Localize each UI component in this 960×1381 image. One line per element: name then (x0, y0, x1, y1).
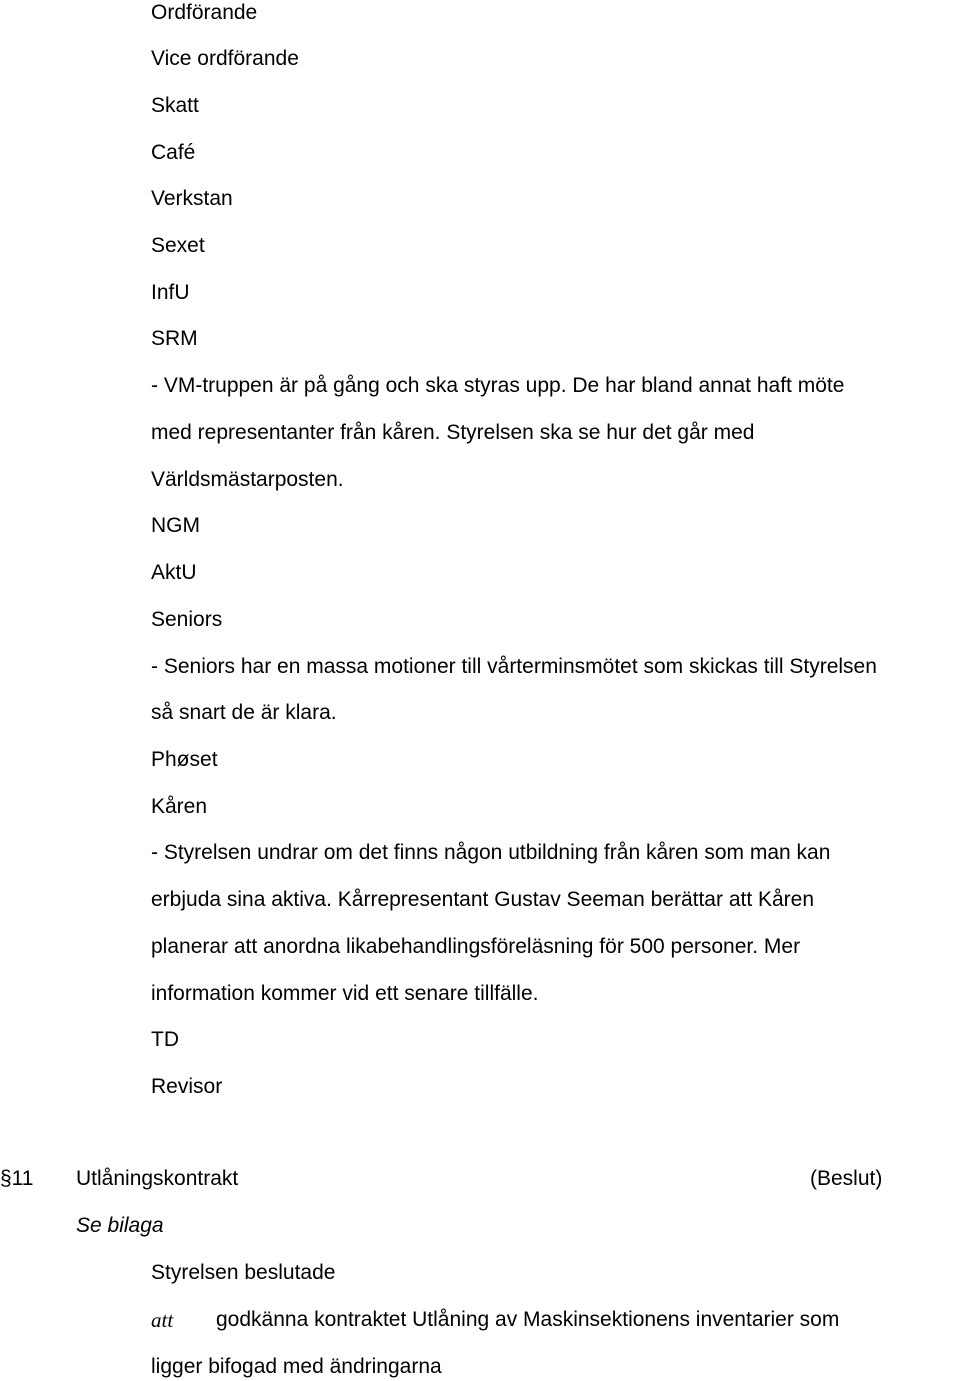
karen-note-line: information kommer vid ett senare tillfälle. (151, 982, 539, 1005)
agenda-item-phoset: Phøset (151, 748, 218, 771)
agenda-item-aktu: AktU (151, 561, 197, 584)
attachment-reference: Se bilaga (76, 1214, 164, 1237)
agenda-item-karen: Kåren (151, 795, 208, 818)
agenda-item-vice-ordforande: Vice ordförande (151, 47, 299, 70)
agenda-item-skatt: Skatt (151, 94, 199, 117)
seniors-note-line: - Seniors har en massa motioner till vårterminsmötet som skickas till Styrelsen (151, 655, 877, 678)
agenda-item-infu: InfU (151, 281, 190, 304)
agenda-item-sexet: Sexet (151, 234, 205, 257)
decision-text-continued: ligger bifogad med ändringarna (151, 1355, 442, 1378)
agenda-item-srm: SRM (151, 327, 198, 350)
agenda-item-td: TD (151, 1028, 179, 1051)
agenda-item-verkstan: Verkstan (151, 187, 233, 210)
decision-intro: Styrelsen beslutade (151, 1261, 336, 1284)
seniors-note-line: så snart de är klara. (151, 701, 337, 724)
section-number: §11 (0, 1167, 34, 1190)
section-title: Utlåningskontrakt (76, 1167, 239, 1190)
section-type: (Beslut) (810, 1167, 883, 1190)
srm-note-line: - VM-truppen är på gång och ska styras upp. De har bland annat haft möte (151, 374, 845, 397)
agenda-item-ordforande: Ordförande (151, 1, 258, 24)
agenda-item-revisor: Revisor (151, 1075, 223, 1098)
agenda-item-ngm: NGM (151, 514, 200, 537)
karen-note-line: planerar att anordna likabehandlingsföreläsning för 500 personer. Mer (151, 935, 801, 958)
decision-text: godkänna kontraktet Utlåning av Maskinsektionens inventarier som (216, 1308, 840, 1331)
agenda-item-cafe: Café (151, 141, 196, 164)
decision-att: att (151, 1308, 174, 1332)
srm-note-line: Världsmästarposten. (151, 468, 344, 491)
agenda-item-seniors: Seniors (151, 608, 223, 631)
karen-note-line: - Styrelsen undrar om det finns någon utbildning från kåren som man kan (151, 841, 831, 864)
srm-note-line: med representanter från kåren. Styrelsen ska se hur det går med (151, 421, 755, 444)
karen-note-line: erbjuda sina aktiva. Kårrepresentant Gustav Seeman berättar att Kåren (151, 888, 815, 911)
